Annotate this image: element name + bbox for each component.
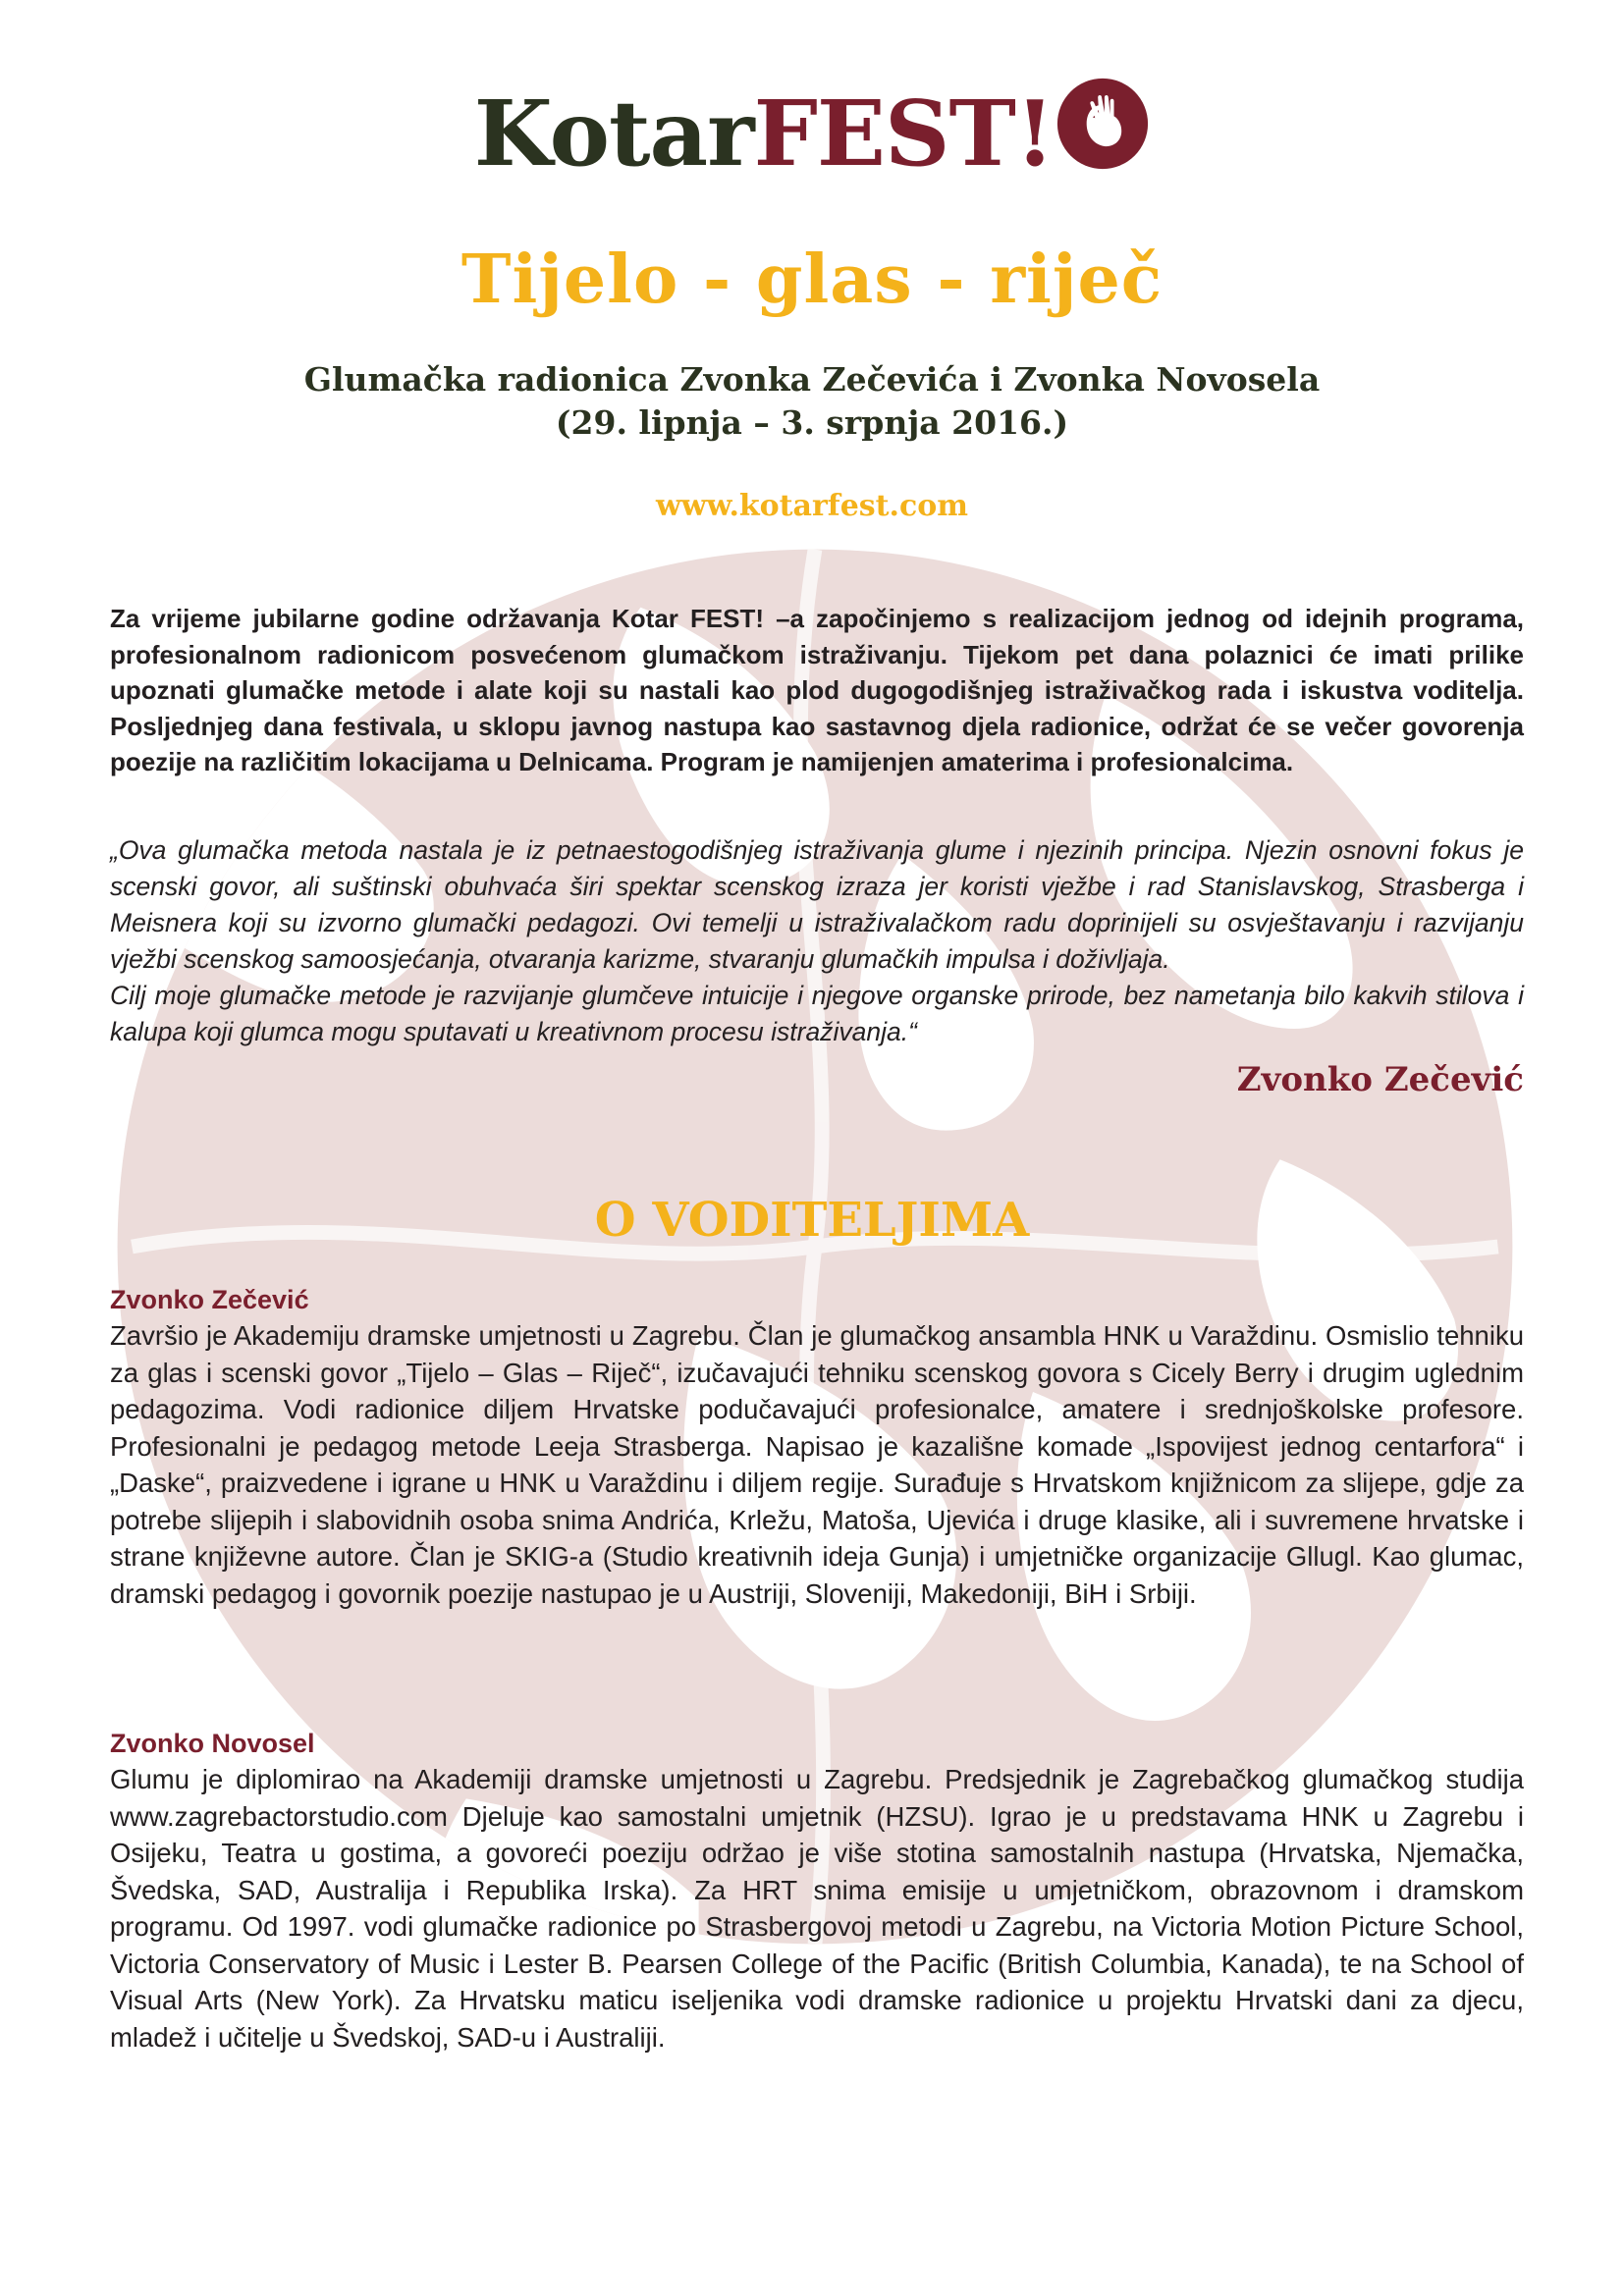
logo-kotar-text: Kotar xyxy=(473,80,754,187)
hand-print-icon xyxy=(1056,77,1150,171)
kotarfest-logo xyxy=(0,77,1624,187)
bio-name: Zvonko Zečević xyxy=(110,1285,309,1314)
subtitle-line-2: (29. lipnja – 3. srpnja 2016.) xyxy=(555,403,1069,442)
workshop-subtitle xyxy=(0,358,1624,445)
bio-name: Zvonko Novosel xyxy=(110,1729,315,1758)
quote-paragraph-2: Cilj moje glumačke metode je razvijanje glumčeve intuicije i njegove organske prirode, bez nametanja bilo kakvih stilova i kalupa koji glumca mogu sputavati u kreativnom procesu istraživanja.“ xyxy=(110,981,1524,1046)
section-heading-voditelji: O VODITELJIMA xyxy=(594,1193,1030,1248)
subtitle-line-1: Glumačka radionica Zvonka Zečevića i Zvonka Novosela xyxy=(303,360,1321,399)
bio-zecevic xyxy=(110,1282,1524,1612)
bio-novosel xyxy=(110,1726,1524,2056)
bio-text: Glumu je diplomirao na Akademiji dramske umjetnosti u Zagrebu. Predsjednik je Zagrebačkog glumačkog studija www.zagrebactorstudio.com Djeluje kao samostalni umjetnik (HZSU). Igrao je u predstavama HNK u Zagrebu i Osijeku, Teatra u gostima, a govoreći poeziju održao je više stotina samostalnih nastupa (Hrvatska, Njemačka, Švedska, SAD, Australija i Republika Irska). Za HRT snima emisije u umjetničkom, obrazovnom i dramskom programu. Od 1997. vodi glumačke radionice po Strasbergovoj metodi u Zagrebu, na Victoria Motion Picture School, Victoria Conservatory of Music i Lester B. Pearsen College of the Pacific (British Columbia, Kanada), te na School of Visual Arts (New York). Za Hrvatsku maticu iseljenika vodi dramske radionice u projektu Hrvatski dani za djecu, mladež i učitelje u Švedskoj, SAD-u i Australiji. xyxy=(110,1764,1524,2053)
page-title: Tijelo - glas - riječ xyxy=(460,240,1164,319)
intro-paragraph: Za vrijeme jubilarne godine održavanja Kotar FEST! –a započinjemo s realizacijom jednog od idejnih programa, profesionalnom radionicom posvećenom glumačkom istraživanju. Tijekom pet dana polaznici će imati prilike upoznati glumačke metode i alate koji su nastali kao plod dugogodišnjeg istraživačkog rada i iskustva voditelja. Posljednjeg dana festivala, u sklopu javnog nastupa kao sastavnog djela radionice, održat će se večer govorenja poezije na različitim lokacijama u Delnicama. Program je namijenjen amaterima i profesionalcima. xyxy=(110,604,1524,776)
quote-block xyxy=(110,832,1524,1050)
quote-paragraph-1: „Ova glumačka metoda nastala je iz petnaestogodišnjeg istraživanja glume i njezinih principa. Njezin osnovni fokus je scenski govor, ali suštinski obuhvaća širi spektar scenskog izraza jer koristi vježbe i rad Stanislavskog, Strasberga i Meisnera koji su izvorno glumački pedagozi. Ovi temelji u istraživalačkom radu doprinijeli su osvještavanju i razvijanju vježbi scenskog samoosjećanja, otvaranja karizme, stvaranju glumačkih impulsa i doživljaja. xyxy=(110,835,1524,974)
quote-author: Zvonko Zečević xyxy=(1236,1060,1524,1099)
bio-text: Završio je Akademiju dramske umjetnosti u Zagrebu. Član je glumačkog ansambla HNK u Varaždinu. Osmislio tehniku za glas i scenski govor „Tijelo – Glas – Riječ“, izučavajući tehniku scenskog govora s Cicely Berry i drugim uglednim pedagozima. Vodi radionice diljem Hrvatske podučavajući profesionalce, amatere i srednjoškolske profesore. Profesionalni je pedagog metode Leeja Strasberga. Napisao je kazališne komade „Ispovijest jednog centarfora“ i „Daske“, praizvedene i igrane u HNK u Varaždinu i diljem regije. Surađuje s Hrvatskom knjižnicom za slijepe, gdje za potrebe slijepih i slabovidnih osoba snima Andrića, Krležu, Matoša, Ujevića i druge klasike, ali i suvremene hrvatske i strane književne autore. Član je SKIG-a (Studio kreativnih ideja Gunja) i umjetničke organizacije Gllugl. Kao glumac, dramski pedagog i govornik poezije nastupao je u Austriji, Sloveniji, Makedoniji, BiH i Srbiji. xyxy=(110,1320,1524,1609)
website-link[interactable]: www.kotarfest.com xyxy=(655,489,968,523)
logo-fest-text: FEST! xyxy=(753,80,1055,187)
